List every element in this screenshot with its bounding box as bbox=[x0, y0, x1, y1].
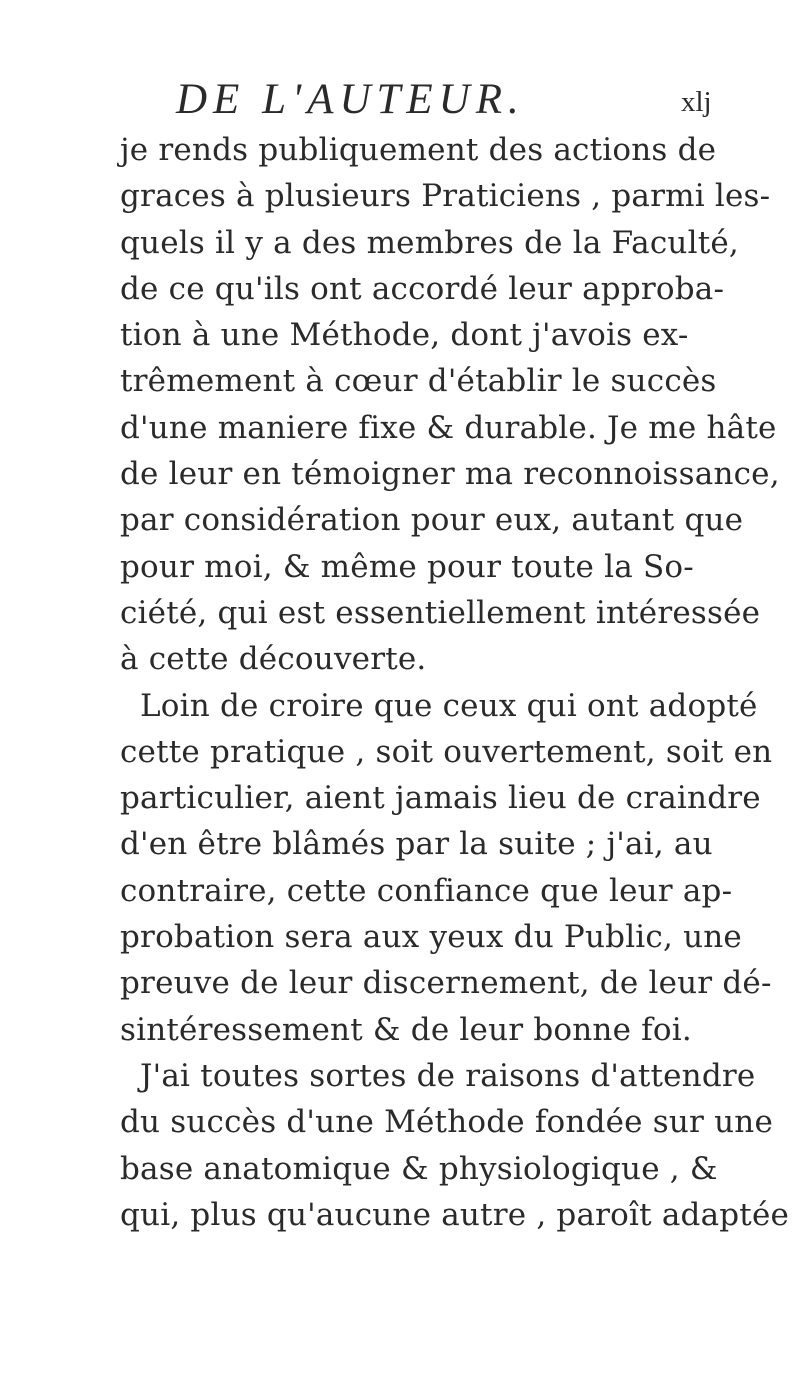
text-line: d'une maniere fixe & durable. Je me hâte bbox=[120, 409, 777, 446]
text-line: quels il y a des membres de la Faculté, bbox=[120, 224, 739, 261]
text-line: base anatomique & physiologique , & bbox=[120, 1150, 718, 1187]
page-number: xlj bbox=[681, 86, 712, 118]
text-line: J'ai toutes sortes de raisons d'attendre bbox=[140, 1057, 756, 1094]
text-line: sintéressement & de leur bonne foi. bbox=[120, 1011, 692, 1048]
text-line: à cette découverte. bbox=[120, 641, 427, 678]
text-line: pour moi, & même pour toute la So- bbox=[120, 548, 694, 585]
running-title: DE L'AUTEUR. bbox=[176, 76, 525, 123]
text-line: de leur en témoigner ma reconnoissance, bbox=[120, 456, 780, 493]
text-line: ciété, qui est essentiellement intéressée bbox=[120, 594, 761, 631]
text-line: qui, plus qu'aucune autre , paroît adaptée bbox=[120, 1196, 790, 1233]
text-line: graces à plusieurs Praticiens , parmi les- bbox=[120, 178, 771, 215]
text-line: du succès d'une Méthode fondée sur une bbox=[120, 1104, 773, 1141]
text-line: d'en être blâmés par la suite ; j'ai, au bbox=[120, 826, 713, 863]
text-line: tion à une Méthode, dont j'avois ex- bbox=[120, 317, 689, 354]
text-line: probation sera aux yeux du Public, une bbox=[120, 919, 742, 956]
text-line: cette pratique , soit ouvertement, soit en bbox=[120, 733, 773, 770]
body-text bbox=[120, 127, 790, 1238]
text-line: de ce qu'ils ont accordé leur approba- bbox=[120, 270, 725, 307]
text-line: par considération pour eux, autant que bbox=[120, 502, 744, 539]
text-line: preuve de leur discernement, de leur dé- bbox=[120, 965, 772, 1002]
text-line: particulier, aient jamais lieu de craindre bbox=[120, 780, 761, 817]
text-line: je rends publiquement des actions de bbox=[120, 132, 717, 168]
text-line: Loin de croire que ceux qui ont adopté bbox=[140, 687, 758, 724]
text-line: contraire, cette confiance que leur ap- bbox=[120, 872, 733, 909]
text-line: trêmement à cœur d'établir le succès bbox=[120, 363, 717, 400]
